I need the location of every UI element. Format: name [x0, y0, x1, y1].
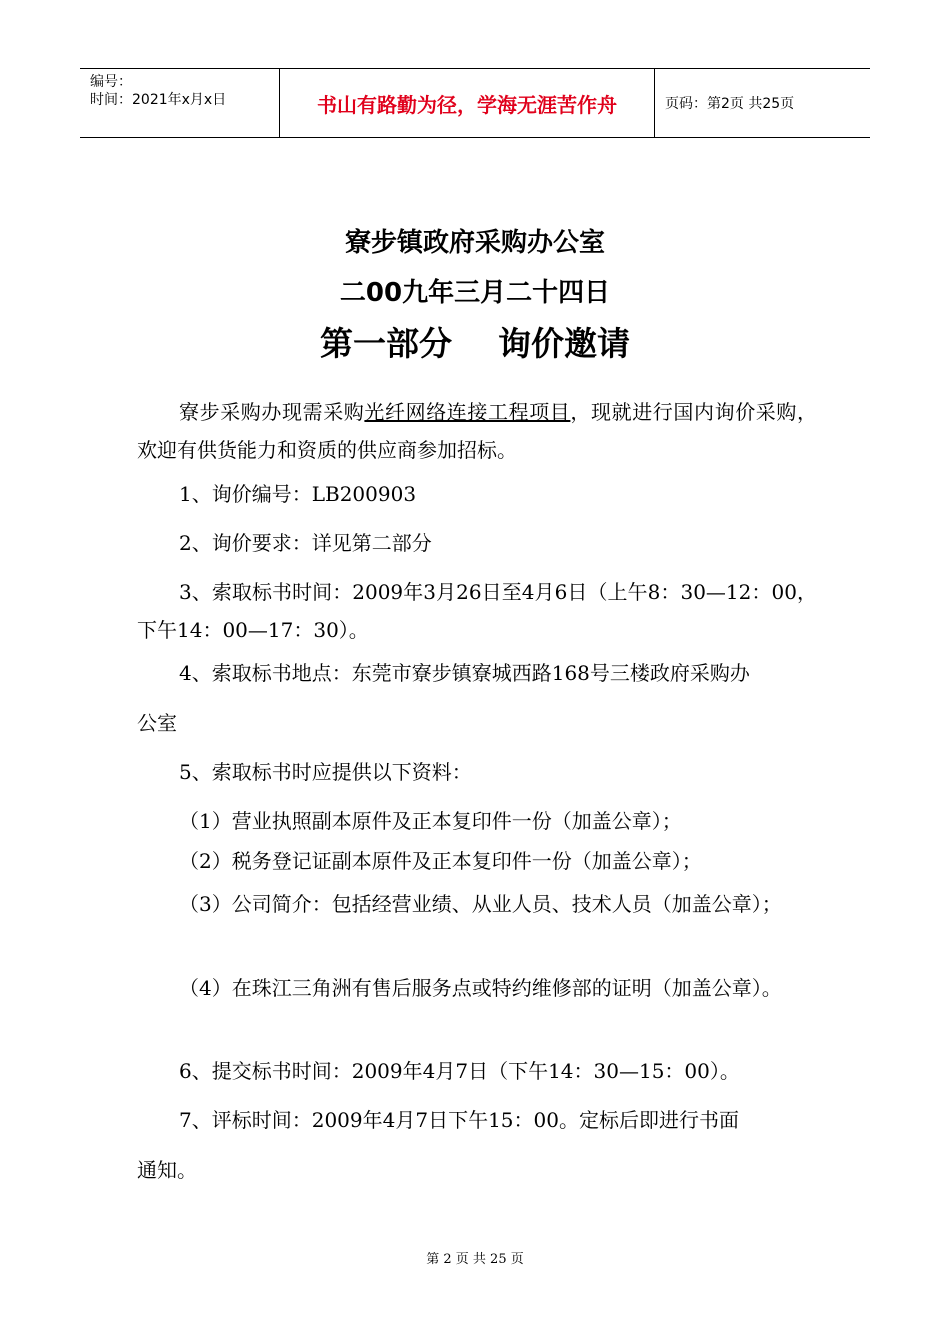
intro-project: 光纤网络连接工程项目 — [364, 400, 571, 424]
title-office: 寮步镇政府采购办公室 — [344, 228, 605, 258]
item-2: 2、询价要求：详见第二部分 — [179, 531, 432, 555]
number-label: 编号： — [90, 74, 132, 90]
header-meta — [80, 69, 280, 137]
title-part-number: 第一部分 — [320, 324, 452, 363]
sub-item-4: （4）在珠江三角洲有售后服务点或特约维修部的证明（加盖公章）。 — [179, 976, 782, 1000]
item-5: 5、索取标书时应提供以下资料： — [179, 760, 472, 784]
page-footer: 第 2 页 共 25 页 — [426, 1252, 524, 1267]
title-date: 二00九年三月二十四日 — [339, 278, 611, 308]
header-page-info: 页码：第2页 共25页 — [665, 96, 795, 112]
sub-item-2: （2）税务登记证副本原件及正本复印件一份（加盖公章）； — [179, 849, 702, 873]
item-4-cont: 公室 — [137, 711, 177, 735]
date-label: 时间：2021年x月x日 — [90, 92, 227, 108]
item-6: 6、提交标书时间：2009年4月7日（下午14：30—15：00）。 — [179, 1059, 740, 1083]
page-header — [80, 68, 870, 138]
intro-paragraph — [137, 393, 817, 469]
item-4: 4、索取标书地点：东莞市寮步镇寮城西路168号三楼政府采购办 — [179, 661, 750, 685]
header-motto: 书山有路勤为径，学海无涯苦作舟 — [280, 69, 655, 137]
item-7: 7、评标时间：2009年4月7日下午15：00。定标后即进行书面 — [179, 1108, 739, 1132]
intro-pre: 寮步采购办现需采购 — [179, 400, 365, 424]
item-1: 1、询价编号：LB200903 — [179, 482, 417, 506]
item-7-cont: 通知。 — [137, 1158, 197, 1182]
title-part — [0, 318, 950, 365]
sub-item-1: （1）营业执照副本原件及正本复印件一份（加盖公章）； — [179, 809, 682, 833]
title-part-name: 询价邀请 — [498, 324, 630, 363]
sub-item-3: （3）公司简介：包括经营业绩、从业人员、技术人员（加盖公章）； — [179, 892, 782, 916]
item-3: 3、索取标书时间：2009年3月26日至4月6日（上午8：30—12：00，下午14：00—17：30）。 — [137, 580, 817, 642]
intro-post: ，现就进行国内询价采购，欢迎有供货能力和资质的供应商参加招标。 — [137, 400, 818, 462]
